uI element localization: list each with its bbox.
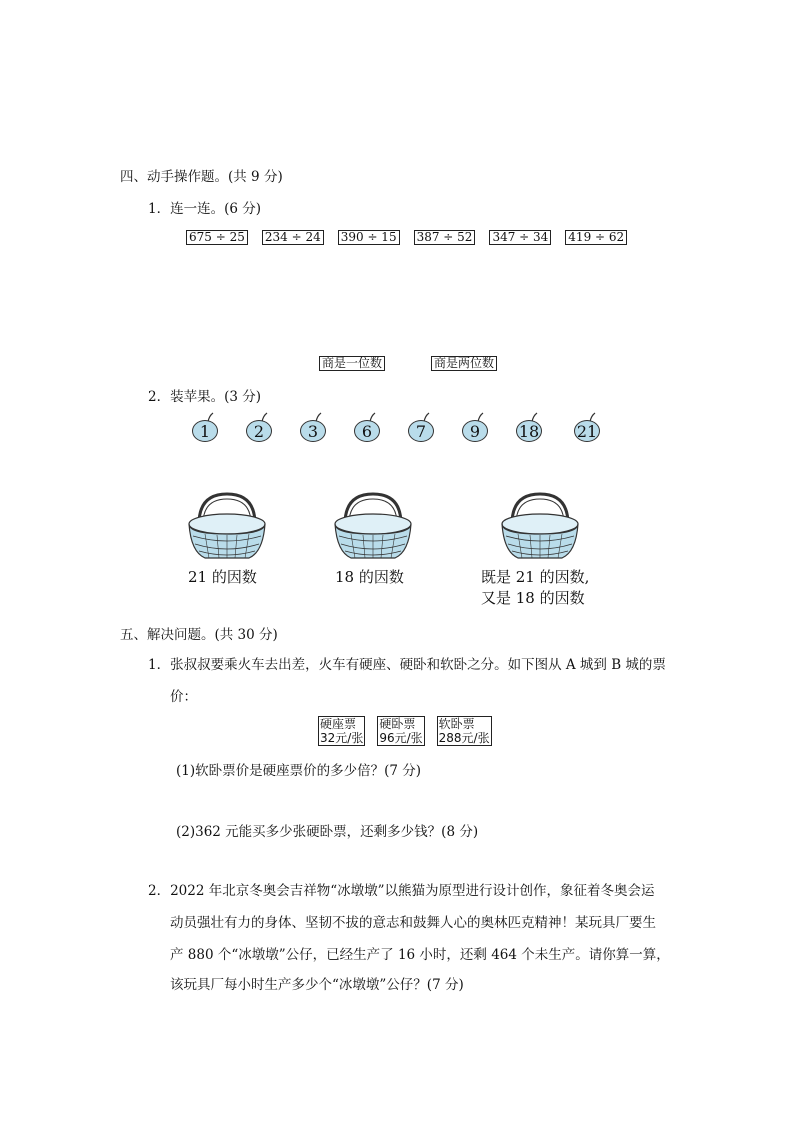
basket-icon[interactable]	[331, 490, 415, 562]
target-two-digit[interactable]: 商是两位数	[431, 356, 497, 371]
target-one-digit[interactable]: 商是一位数	[319, 356, 385, 371]
s5-q1-line1: 1．张叔叔要乘火车去出差，火车有硬座、硬卧和软卧之分。如下图从 A 城到 B 城的票	[148, 657, 666, 673]
apple-number: 18	[516, 420, 542, 442]
ticket-price: 288元/张	[438, 731, 490, 745]
apple-icon[interactable]	[192, 418, 218, 442]
basket-label-21: 21 的因数	[188, 568, 257, 586]
apple-number: 2	[246, 420, 272, 442]
apple-icon[interactable]	[516, 418, 542, 442]
ticket-soft-sleeper	[437, 716, 492, 746]
expression-row	[186, 230, 627, 245]
section4-title: 四、动手操作题。(共 9 分)	[120, 169, 283, 185]
expression-box[interactable]: 387 ÷ 52	[414, 230, 476, 245]
ticket-price: 96元/张	[379, 731, 423, 745]
expression-box[interactable]: 234 ÷ 24	[262, 230, 324, 245]
apple-icon[interactable]	[354, 418, 380, 442]
ticket-price: 32元/张	[320, 731, 364, 745]
ticket-hard-sleeper	[377, 716, 424, 746]
basket-icon[interactable]	[498, 490, 582, 562]
expression-box[interactable]: 419 ÷ 62	[565, 230, 627, 245]
apple-icon[interactable]	[462, 418, 488, 442]
basket-label-common-1: 既是 21 的因数,	[481, 568, 590, 586]
apple-number: 3	[300, 420, 326, 442]
apple-number: 6	[354, 420, 380, 442]
s5-q2-line1: 2．2022 年北京冬奥会吉祥物“冰墩墩”以熊猫为原型进行设计创作，象征着冬奥会运	[148, 883, 655, 899]
apple-number: 9	[462, 420, 488, 442]
expression-box[interactable]: 390 ÷ 15	[338, 230, 400, 245]
apple-icon[interactable]	[574, 418, 600, 442]
basket-icon[interactable]	[185, 490, 269, 562]
section5-title: 五、解决问题。(共 30 分)	[120, 627, 278, 643]
apple-number: 21	[574, 420, 600, 442]
basket-label-18: 18 的因数	[335, 568, 404, 586]
s5-q2-line4: 该玩具厂每小时生产多少个“冰墩墩”公仔？(7 分)	[170, 977, 464, 993]
apple-icon[interactable]	[300, 418, 326, 442]
s5-q1-sub2: (2)362 元能买多少张硬卧票，还剩多少钱？(8 分)	[176, 824, 479, 840]
ticket-name: 硬座票	[320, 717, 357, 731]
ticket-name: 硬卧票	[379, 717, 416, 731]
q2-label: 2．装苹果。(3 分)	[148, 389, 262, 405]
s5-q1-line2: 价：	[170, 689, 197, 705]
s5-q2-line3: 产 880 个“冰墩墩”公仔，已经生产了 16 小时，还剩 464 个未生产。请你算一算，	[170, 947, 670, 963]
q1-label: 1．连一连。(6 分)	[148, 201, 262, 217]
ticket-hard-seat	[318, 716, 365, 746]
expression-box[interactable]: 347 ÷ 34	[489, 230, 551, 245]
apple-number: 1	[192, 420, 218, 442]
s5-q2-line2: 动员强壮有力的身体、坚韧不拔的意志和鼓舞人心的奥林匹克精神！某玩具厂要生	[170, 915, 656, 931]
ticket-row	[318, 716, 492, 746]
expression-box[interactable]: 675 ÷ 25	[186, 230, 248, 245]
apple-icon[interactable]	[408, 418, 434, 442]
ticket-name: 软卧票	[438, 717, 475, 731]
s5-q1-sub1: (1)软卧票价是硬座票价的多少倍？(7 分)	[176, 763, 422, 779]
basket-label-common-2: 又是 18 的因数	[481, 589, 585, 607]
apple-number: 7	[408, 420, 434, 442]
apple-icon[interactable]	[246, 418, 272, 442]
